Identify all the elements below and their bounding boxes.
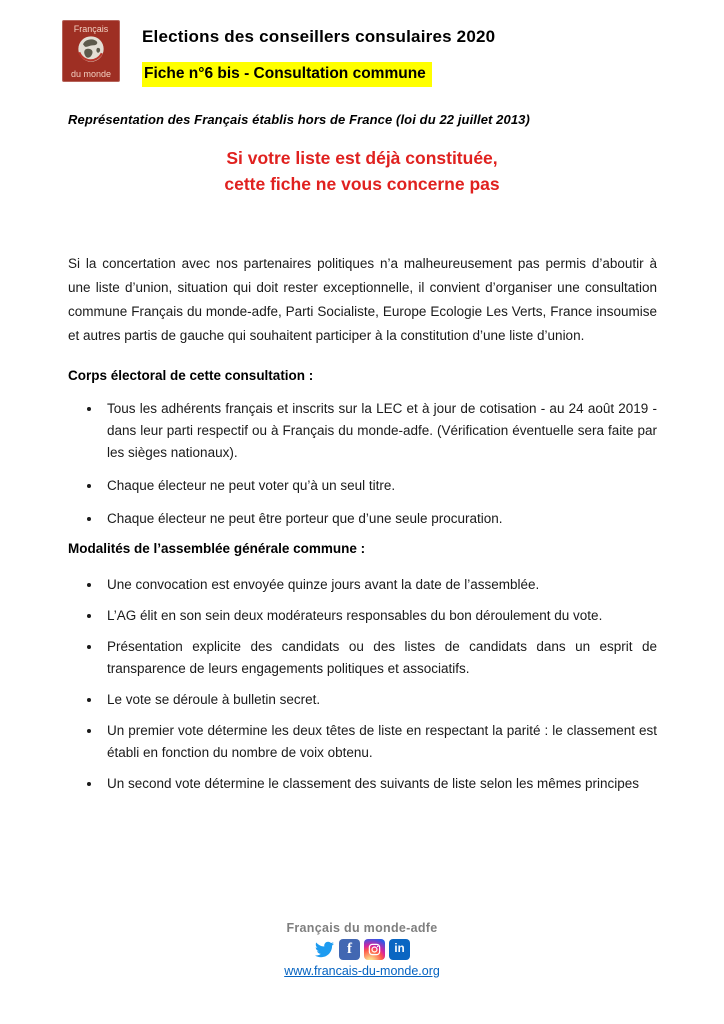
list-item: • Le vote se déroule à bulletin secret. bbox=[102, 689, 657, 711]
org-logo bbox=[62, 20, 120, 82]
website-link[interactable]: www.francais-du-monde.org bbox=[284, 964, 440, 978]
warning-notice bbox=[0, 145, 724, 197]
list-item: • Présentation explicite des candidats ou des listes de candidats dans un esprit de transparence de leurs engagements politiques et associatifs. bbox=[102, 636, 657, 680]
list-item: • Un premier vote détermine les deux têtes de liste en respectant la parité : le classement est établi en fonction du nombre de voix obtenu. bbox=[102, 720, 657, 764]
fiche-subtitle: Fiche n°6 bis - Consultation commune bbox=[142, 62, 432, 87]
logo-text-bottom: du monde bbox=[70, 69, 112, 79]
list-item: • Chaque électeur ne peut être porteur que d’une seule procuration. bbox=[102, 508, 657, 530]
social-icons-row bbox=[0, 938, 724, 960]
header bbox=[62, 20, 495, 87]
section-heading-modalites: Modalités de l’assemblée générale commune : bbox=[68, 541, 366, 556]
list-item: • Chaque électeur ne peut voter qu’à un seul titre. bbox=[102, 475, 657, 497]
page-title: Elections des conseillers consulaires 2020 bbox=[142, 27, 496, 46]
list-item: • L’AG élit en son sein deux modérateurs responsables du bon déroulement du vote. bbox=[102, 605, 657, 627]
modalites-list bbox=[68, 574, 657, 804]
warning-line-1: Si votre liste est déjà constituée, bbox=[226, 148, 498, 168]
footer-org-name: Français du monde-adfe bbox=[286, 921, 438, 935]
law-reference-line: Représentation des Français établis hors de France (loi du 22 juillet 2013) bbox=[68, 112, 530, 127]
list-item: • Un second vote détermine le classement des suivants de liste selon les mêmes principes bbox=[102, 773, 657, 795]
logo-text-top: Français bbox=[73, 24, 109, 34]
facebook-icon[interactable]: f bbox=[339, 939, 360, 960]
corps-electoral-list bbox=[68, 398, 657, 541]
twitter-icon[interactable] bbox=[314, 939, 335, 960]
list-item: • Tous les adhérents français et inscrits sur la LEC et à jour de cotisation - au 24 août 2019 - dans leur parti respectif ou à Français du monde-adfe. (Vérification éventuelle sera faite par les sièges nationaux). bbox=[102, 398, 657, 464]
globe-icon bbox=[76, 34, 106, 69]
linkedin-icon[interactable]: in bbox=[389, 939, 410, 960]
footer bbox=[0, 921, 724, 980]
header-titles bbox=[142, 20, 495, 87]
list-item: • Une convocation est envoyée quinze jours avant la date de l’assemblée. bbox=[102, 574, 657, 596]
section-heading-corps-electoral: Corps électoral de cette consultation : bbox=[68, 368, 314, 383]
warning-line-2: cette fiche ne vous concerne pas bbox=[224, 174, 500, 194]
instagram-icon[interactable] bbox=[364, 939, 385, 960]
intro-paragraph: Si la concertation avec nos partenaires politiques n’a malheureusement pas permis d’aboutir à une liste d’union, situation qui doit rester exceptionnelle, il convient d’organiser une consultation commune Français du monde-adfe, Parti Socialiste, Europe Ecologie Les Verts, France insoumise et autres partis de gauche qui souhaitent participer à la constitution d’une liste d’union. bbox=[68, 256, 657, 343]
